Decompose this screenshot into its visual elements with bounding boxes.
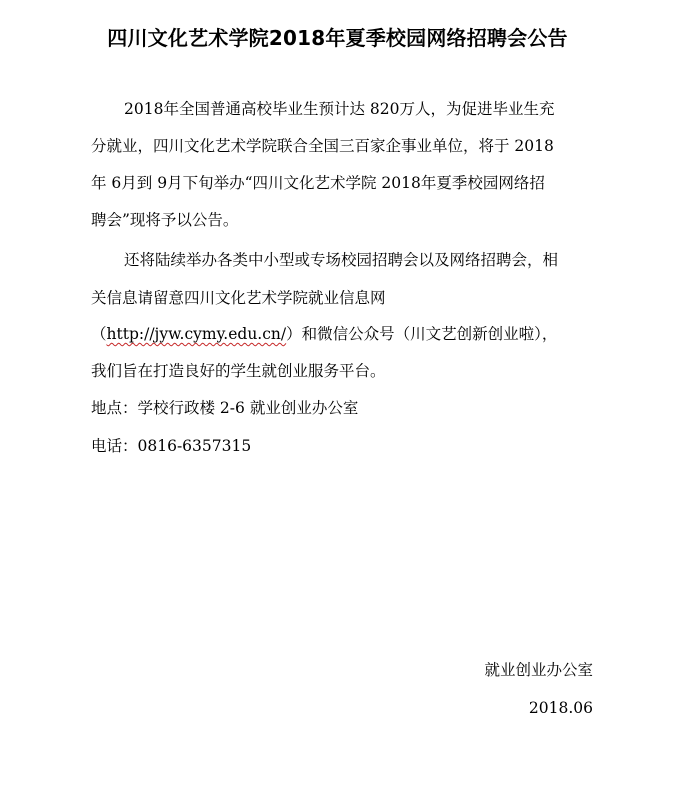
paragraph-intro-line-2: 分就业，四川文化艺术学院联合全国三百家企事业单位，将于 2018: [91, 137, 554, 155]
page-title: 四川文化艺术学院2018年夏季校园网络招聘会公告: [107, 26, 568, 50]
paragraph-intro-line-4: 聘会”现将予以公告。: [91, 211, 239, 229]
paragraph-info-line-3: [91, 324, 557, 344]
paragraph-info-line-1: 还将陆续举办各类中小型或专场校园招聘会以及网络招聘会，相: [124, 251, 559, 269]
open-paren: （: [91, 325, 107, 343]
website-link[interactable]: http://jyw.cymy.edu.cn/: [106, 325, 287, 343]
phone-line: 电话：0816-6357315: [91, 437, 252, 455]
signature-office: 就业创业办公室: [484, 661, 593, 679]
paragraph-info-line-2: 关信息请留意四川文化艺术学院就业信息网: [91, 289, 386, 307]
paragraph-intro-line-1: 2018年全国普通高校毕业生预计达 820万人，为促进毕业生充: [124, 100, 555, 118]
paragraph-info-line-4: 我们旨在打造良好的学生就创业服务平台。: [91, 362, 386, 380]
wechat-info: ）和微信公众号（川文艺创新创业啦），: [286, 325, 558, 343]
paragraph-intro-line-3: 年 6月到 9月下旬举办“四川文化艺术学院 2018年夏季校园网络招: [91, 174, 545, 192]
signature-date: 2018.06: [528, 699, 593, 717]
address-line: 地点：学校行政楼 2-6 就业创业办公室: [91, 399, 359, 417]
